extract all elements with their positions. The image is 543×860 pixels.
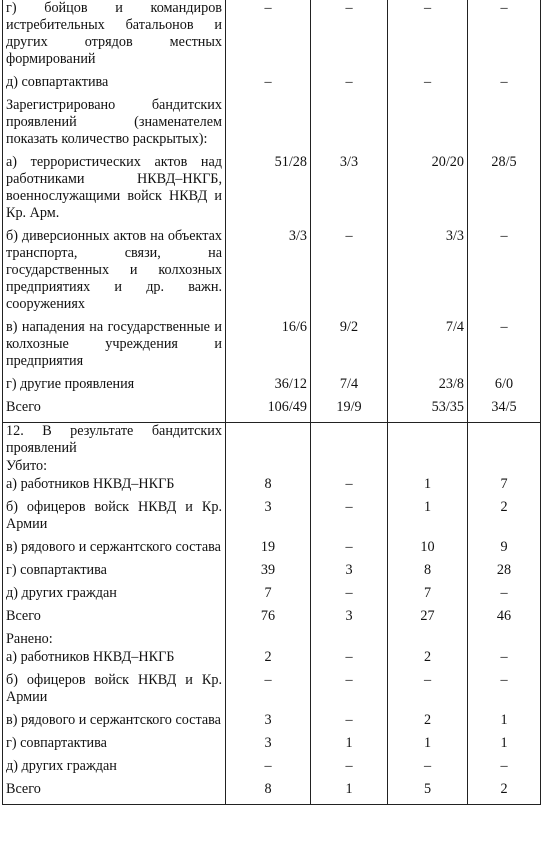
cell-col-1: 51/28	[226, 154, 311, 228]
row-label: б) офицеров войск НКВД и Кр. Армии	[3, 499, 226, 539]
table-row	[3, 631, 541, 649]
row-label: а) работников НКВД–НКГБ	[3, 476, 226, 499]
row-label: Всего	[3, 608, 226, 631]
row-label: д) других граждан	[3, 585, 226, 608]
cell-col-4: 9	[468, 539, 541, 562]
cell-col-1: 36/12	[226, 376, 311, 399]
cell-col-1: 3/3	[226, 228, 311, 319]
cell-col-1	[226, 458, 311, 476]
cell-col-2: –	[311, 649, 388, 672]
row-label: а) работников НКВД–НКГБ	[3, 649, 226, 672]
cell-col-1: 16/6	[226, 319, 311, 376]
cell-col-1: 76	[226, 608, 311, 631]
cell-col-4: –	[468, 0, 541, 74]
cell-col-2: –	[311, 228, 388, 319]
table-row	[3, 672, 541, 712]
table-row	[3, 319, 541, 376]
cell-col-4: –	[468, 319, 541, 376]
cell-col-1: –	[226, 758, 311, 781]
cell-col-3	[388, 458, 468, 476]
cell-col-3: 20/20	[388, 154, 468, 228]
cell-col-3	[388, 423, 468, 459]
cell-col-1: 7	[226, 585, 311, 608]
table-row	[3, 649, 541, 672]
row-label: Зарегистрировано бандитских проявлений (знаменателем показать количество раскрытых):	[3, 97, 226, 154]
cell-col-2: –	[311, 476, 388, 499]
table-row	[3, 423, 541, 459]
cell-col-1: 39	[226, 562, 311, 585]
table-row	[3, 735, 541, 758]
table-row	[3, 376, 541, 399]
cell-col-4: 1	[468, 735, 541, 758]
cell-col-4: –	[468, 672, 541, 712]
cell-col-4	[468, 97, 541, 154]
cell-col-3: –	[388, 672, 468, 712]
cell-col-2: 9/2	[311, 319, 388, 376]
cell-col-4: –	[468, 585, 541, 608]
cell-col-3: 7	[388, 585, 468, 608]
cell-col-3: 53/35	[388, 399, 468, 423]
table-row	[3, 499, 541, 539]
cell-col-2: 3	[311, 562, 388, 585]
row-label: а) террористических актов над работниками НКВД–НКГБ, военнослужащими войск НКВД и Кр. Арм.	[3, 154, 226, 228]
cell-col-2: –	[311, 74, 388, 97]
cell-col-3: 1	[388, 476, 468, 499]
cell-col-4: 46	[468, 608, 541, 631]
cell-col-4: –	[468, 758, 541, 781]
cell-col-3	[388, 97, 468, 154]
cell-col-3: 27	[388, 608, 468, 631]
cell-col-2: –	[311, 672, 388, 712]
statistics-table	[2, 0, 541, 805]
cell-col-4: 6/0	[468, 376, 541, 399]
cell-col-2: 3/3	[311, 154, 388, 228]
cell-col-4	[468, 423, 541, 459]
table-row	[3, 539, 541, 562]
table-row	[3, 781, 541, 805]
row-label: Всего	[3, 781, 226, 805]
section-heading: 12. В результате бандитских проявлений	[3, 423, 226, 459]
cell-col-4: 28/5	[468, 154, 541, 228]
cell-col-3: 5	[388, 781, 468, 805]
cell-col-2	[311, 631, 388, 649]
cell-col-1: 3	[226, 499, 311, 539]
cell-col-1: 19	[226, 539, 311, 562]
row-label: в) рядового и сержантского состава	[3, 712, 226, 735]
table-row	[3, 154, 541, 228]
cell-col-2: 19/9	[311, 399, 388, 423]
row-label: г) совпартактива	[3, 562, 226, 585]
table-row	[3, 476, 541, 499]
cell-col-2	[311, 458, 388, 476]
row-label: д) совпартактива	[3, 74, 226, 97]
cell-col-1: 2	[226, 649, 311, 672]
cell-col-3: –	[388, 0, 468, 74]
cell-col-3: 7/4	[388, 319, 468, 376]
cell-col-2: –	[311, 758, 388, 781]
cell-col-1	[226, 423, 311, 459]
cell-col-3: –	[388, 74, 468, 97]
cell-col-2: 1	[311, 781, 388, 805]
table-row	[3, 74, 541, 97]
cell-col-2: –	[311, 0, 388, 74]
cell-col-1: 106/49	[226, 399, 311, 423]
row-label: в) нападения на государственные и колхозные учреждения и предприятия	[3, 319, 226, 376]
cell-col-4: 7	[468, 476, 541, 499]
cell-col-1: 8	[226, 781, 311, 805]
cell-col-4: 2	[468, 781, 541, 805]
table-row	[3, 228, 541, 319]
row-label: в) рядового и сержантского состава	[3, 539, 226, 562]
row-label: г) бойцов и командиров истребительных батальонов и других отрядов местных формирований	[3, 0, 226, 74]
table-row	[3, 585, 541, 608]
cell-col-3: 8	[388, 562, 468, 585]
row-label: б) диверсионных актов на объектах транспорта, связи, на государственных и колхозных предприятиях и др. важн. сооружениях	[3, 228, 226, 319]
cell-col-2: –	[311, 585, 388, 608]
row-label: Всего	[3, 399, 226, 423]
cell-col-2: 3	[311, 608, 388, 631]
cell-col-2: 1	[311, 735, 388, 758]
table-row	[3, 0, 541, 74]
row-label: г) другие проявления	[3, 376, 226, 399]
cell-col-3: 2	[388, 712, 468, 735]
table-row	[3, 712, 541, 735]
table-row	[3, 608, 541, 631]
cell-col-3	[388, 631, 468, 649]
cell-col-3: 2	[388, 649, 468, 672]
cell-col-1: 8	[226, 476, 311, 499]
cell-col-4: 28	[468, 562, 541, 585]
cell-col-1: –	[226, 0, 311, 74]
row-label: Убито:	[3, 458, 226, 476]
table-row	[3, 399, 541, 423]
row-label: г) совпартактива	[3, 735, 226, 758]
cell-col-4: –	[468, 228, 541, 319]
table-row	[3, 758, 541, 781]
cell-col-4: 34/5	[468, 399, 541, 423]
table-row	[3, 97, 541, 154]
cell-col-3: 3/3	[388, 228, 468, 319]
row-label: б) офицеров войск НКВД и Кр. Армии	[3, 672, 226, 712]
cell-col-1: 3	[226, 712, 311, 735]
row-label: д) других граждан	[3, 758, 226, 781]
cell-col-1	[226, 97, 311, 154]
table-row	[3, 562, 541, 585]
cell-col-1: 3	[226, 735, 311, 758]
cell-col-4	[468, 631, 541, 649]
cell-col-3: –	[388, 758, 468, 781]
cell-col-2: –	[311, 539, 388, 562]
cell-col-3: 10	[388, 539, 468, 562]
cell-col-2: –	[311, 499, 388, 539]
cell-col-2	[311, 423, 388, 459]
cell-col-4	[468, 458, 541, 476]
cell-col-4: 2	[468, 499, 541, 539]
cell-col-2: –	[311, 712, 388, 735]
cell-col-4: –	[468, 74, 541, 97]
cell-col-3: 1	[388, 735, 468, 758]
cell-col-3: 23/8	[388, 376, 468, 399]
cell-col-2	[311, 97, 388, 154]
cell-col-1: –	[226, 672, 311, 712]
cell-col-3: 1	[388, 499, 468, 539]
cell-col-1	[226, 631, 311, 649]
table-row	[3, 458, 541, 476]
cell-col-2: 7/4	[311, 376, 388, 399]
cell-col-4: 1	[468, 712, 541, 735]
row-label: Ранено:	[3, 631, 226, 649]
cell-col-4: –	[468, 649, 541, 672]
cell-col-1: –	[226, 74, 311, 97]
